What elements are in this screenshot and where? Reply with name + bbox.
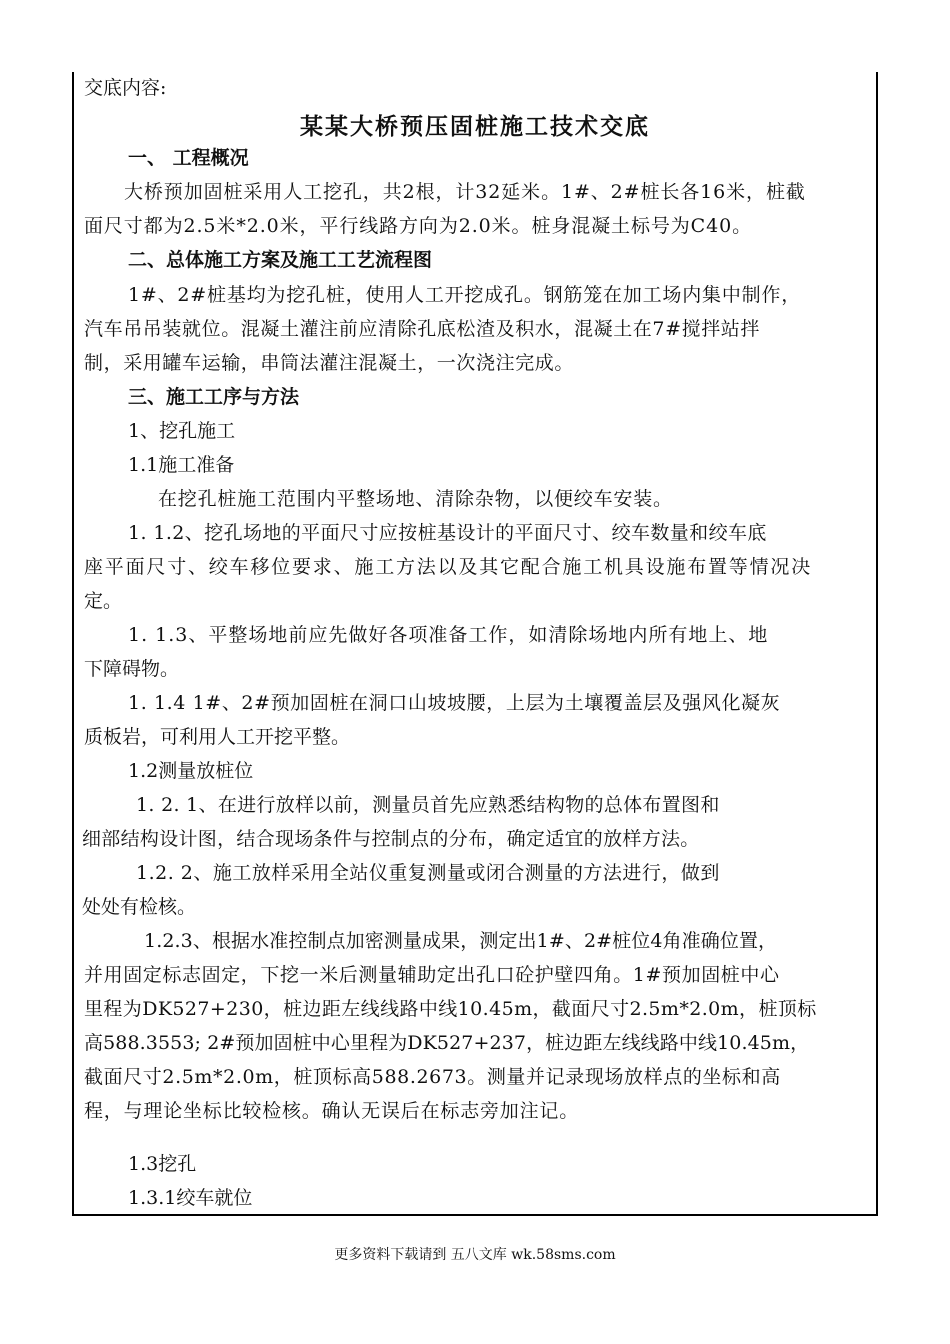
paragraph-line: 程，与理论坐标比较检核。确认无误后在标志旁加注记。 [84, 1100, 580, 1122]
section-heading: 一、 工程概况 [128, 147, 249, 169]
paragraph-line: 处处有检核。 [82, 896, 197, 918]
paragraph-line: 座平面尺寸、绞车移位要求、施工方法以及其它配合施工机具设施布置等情况决 [84, 556, 813, 578]
subsection-heading: 1.1施工准备 [128, 454, 235, 476]
paragraph-line: 1.2. 2、施工放样采用全站仪重复测量或闭合测量的方法进行，做到 [136, 862, 720, 884]
subsection-heading: 1.3挖孔 [128, 1153, 197, 1175]
paragraph-line: 截面尺寸2.5m*2.0m，桩顶标高588.2673。测量并记录现场放样点的坐标和高 [84, 1066, 781, 1088]
document-title: 某某大桥预压固桩施工技术交底 [300, 113, 650, 140]
paragraph-line: 1. 1.3、平整场地前应先做好各项准备工作，如清除场地内所有地上、地 [128, 624, 769, 646]
paragraph-line: 1. 1.2、挖孔场地的平面尺寸应按桩基设计的平面尺寸、绞车数量和绞车底 [128, 522, 767, 544]
paragraph-line: 面尺寸都为2.5米*2.0米，平行线路方向为2.0米。桩身混凝土标号为C40。 [84, 215, 752, 237]
paragraph-line: 并用固定标志固定，下挖一米后测量辅助定出孔口砼护壁四角。1#预加固桩中心 [84, 964, 780, 986]
paragraph-line: 大桥预加固桩采用人工挖孔，共2根，计32延米。1#、2#桩长各16米，桩截 [124, 181, 806, 203]
paragraph-line: 质板岩，可利用人工开挖平整。 [84, 726, 351, 748]
paragraph-line: 制，采用罐车运输，串筒法灌注混凝土，一次浇注完成。 [84, 352, 575, 374]
paragraph-line: 高588.3553; 2#预加固桩中心里程为DK527+237，桩边距左线线路中线10.45m， [84, 1032, 810, 1054]
subsection-heading: 1.2测量放桩位 [128, 760, 254, 782]
subsection-heading: 1、挖孔施工 [128, 420, 236, 442]
footer-link-text: 更多资料下载请到 五八文库 wk.58sms.com [334, 1247, 616, 1263]
paragraph-line: 1. 1.4 1#、2#预加固桩在洞口山坡坡腰，上层为土壤覆盖层及强风化凝灰 [128, 692, 781, 714]
paragraph-line: 1.2.3、根据水准控制点加密测量成果，测定出1#、2#桩位4角准确位置， [144, 930, 778, 952]
header-label: 交底内容: [84, 77, 167, 99]
paragraph-line: 1. 2. 1、在进行放样以前，测量员首先应熟悉结构物的总体布置图和 [136, 794, 720, 816]
subsection-heading: 1.3.1绞车就位 [128, 1187, 253, 1209]
section-heading: 二、总体施工方案及施工工艺流程图 [128, 249, 433, 271]
paragraph-line: 汽车吊吊装就位。混凝土灌注前应清除孔底松渣及积水，混凝土在7#搅拌站拌 [84, 318, 761, 340]
paragraph-line: 下障碍物。 [84, 658, 180, 680]
paragraph-line: 细部结构设计图，结合现场条件与控制点的分布，确定适宜的放样方法。 [82, 828, 700, 850]
paragraph-line: 1#、2#桩基均为挖孔桩，使用人工开挖成孔。钢筋笼在加工场内集中制作， [128, 284, 802, 306]
section-heading: 三、施工工序与方法 [128, 386, 300, 408]
paragraph-line: 里程为DK527+230，桩边距左线线路中线10.45m，截面尺寸2.5m*2.0m，桩顶标 [84, 998, 817, 1020]
paragraph-line: 定。 [84, 590, 123, 612]
paragraph-line: 在挖孔桩施工范围内平整场地、清除杂物，以便绞车安装。 [158, 488, 673, 510]
